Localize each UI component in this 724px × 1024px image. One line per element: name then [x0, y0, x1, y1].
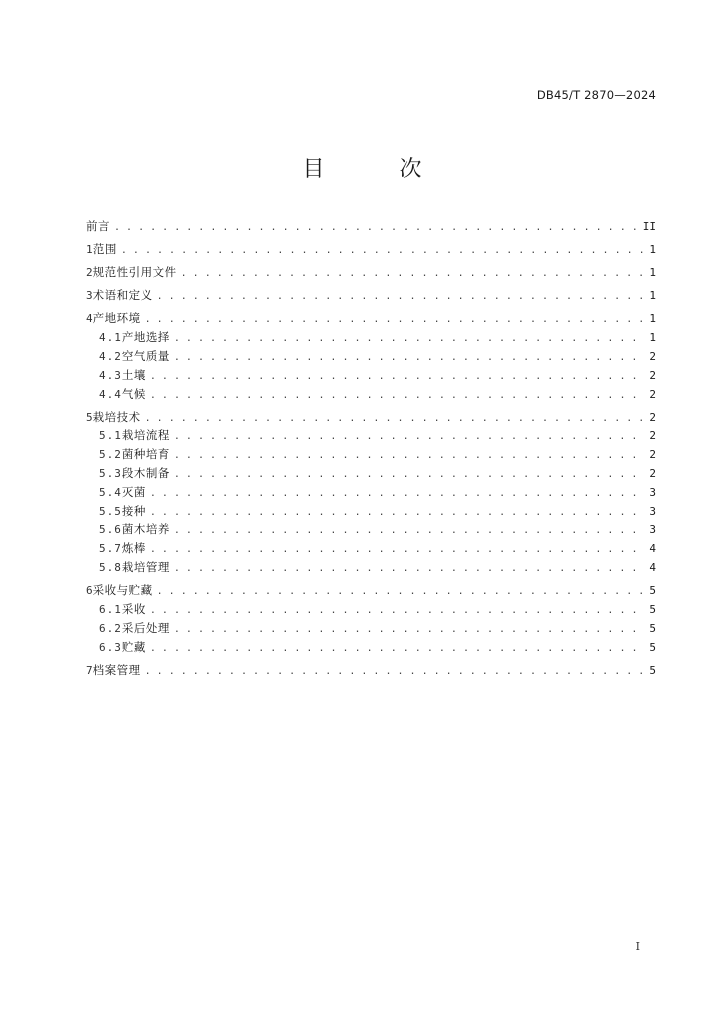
- toc-entry-number: 4.3: [99, 368, 122, 382]
- toc-chapter-entry[interactable]: [86, 240, 656, 259]
- toc-entry-page: 1: [649, 331, 656, 345]
- toc-section-entry[interactable]: [86, 520, 656, 539]
- toc-dot-leader: [150, 368, 643, 387]
- toc-entry-page: 2: [649, 429, 656, 443]
- toc-dot-leader: [174, 428, 643, 447]
- toc-section-entry[interactable]: [86, 328, 656, 347]
- toc-entry-page: 3: [649, 485, 656, 499]
- toc-entry-number: 4.2: [99, 349, 122, 363]
- page-title: 目 次: [302, 157, 456, 182]
- toc-entry-page: 1: [649, 243, 656, 257]
- toc-section-entry[interactable]: [86, 445, 656, 464]
- toc-entry-page: 5: [649, 621, 656, 635]
- toc-dot-leader: [174, 522, 643, 541]
- toc-entry-number: 1: [86, 243, 93, 257]
- toc-entry-page: II: [642, 220, 656, 233]
- toc-chapter-entry[interactable]: [86, 286, 656, 305]
- toc-entry-title: 前言: [86, 219, 110, 233]
- toc-chapter-entry[interactable]: [86, 309, 656, 328]
- toc-dot-leader: [114, 219, 640, 238]
- toc-entry-title: 贮藏: [121, 639, 146, 654]
- toc-entry-number: 5.4: [99, 485, 122, 499]
- toc-dot-leader: [174, 349, 643, 368]
- toc-dot-leader: [174, 621, 643, 640]
- toc-dot-leader: [150, 485, 643, 504]
- toc-entry-number: 2: [86, 266, 93, 280]
- toc-section-entry[interactable]: [86, 558, 656, 577]
- toc-entry-page: 1: [649, 312, 656, 326]
- toc-dot-leader: [150, 504, 643, 523]
- toc-entry-page: 4: [649, 561, 656, 575]
- toc-entry-title: 炼棒: [121, 541, 146, 556]
- toc-entry-number: 6.3: [99, 640, 122, 654]
- toc-entry-page: 1: [649, 266, 656, 280]
- toc-entry-title: 气候: [121, 386, 146, 401]
- toc-dot-leader: [181, 265, 643, 284]
- toc-entry-number: 4.1: [99, 331, 122, 345]
- toc-entry-title: 灭菌: [121, 484, 146, 499]
- toc-chapter-entry[interactable]: [86, 217, 656, 236]
- toc-chapter-entry[interactable]: [86, 581, 656, 600]
- toc-entry-number: 6.1: [99, 602, 122, 616]
- toc-entry-title: 采后处理: [121, 620, 170, 635]
- toc-dot-leader: [157, 288, 643, 307]
- toc-entry-title: 产地环境: [92, 311, 141, 326]
- toc-entry-number: 5.8: [99, 561, 122, 575]
- toc-section-entry[interactable]: [86, 426, 656, 445]
- toc-entry-number: 3: [86, 289, 93, 303]
- toc-entry-title: 菌木培养: [121, 522, 170, 537]
- toc-entry-title: 栽培技术: [92, 409, 141, 424]
- toc-entry-page: 5: [649, 640, 656, 654]
- toc-section-entry[interactable]: [86, 366, 656, 385]
- toc-entry-title: 范围: [92, 242, 117, 257]
- toc-dot-leader: [150, 387, 643, 406]
- toc-entry-page: 1: [649, 289, 656, 303]
- toc-chapter-entry[interactable]: [86, 661, 656, 680]
- toc-entry-number: 4: [86, 312, 93, 326]
- toc-section-entry[interactable]: [86, 600, 656, 619]
- toc-section-entry[interactable]: [86, 502, 656, 521]
- toc-entry-title: 档案管理: [92, 662, 141, 677]
- toc-chapter-entry[interactable]: [86, 408, 656, 427]
- toc-dot-leader: [145, 663, 643, 682]
- toc-entry-page: 3: [649, 523, 656, 537]
- toc-section-entry[interactable]: [86, 464, 656, 483]
- toc-dot-leader: [174, 560, 643, 579]
- toc-entry-page: 4: [649, 542, 656, 556]
- toc-section-entry[interactable]: [86, 347, 656, 366]
- toc-dot-leader: [145, 410, 643, 429]
- toc-entry-title: 栽培管理: [121, 560, 170, 575]
- toc-entry-title: 空气质量: [121, 348, 170, 363]
- toc-dot-leader: [157, 583, 643, 602]
- toc-dot-leader: [121, 242, 643, 261]
- toc-entry-number: 4.4: [99, 387, 122, 401]
- toc-entry-number: 6: [86, 584, 93, 598]
- toc-dot-leader: [174, 447, 643, 466]
- toc-entry-title: 采收: [121, 601, 146, 616]
- toc-entry-number: 6.2: [99, 621, 122, 635]
- toc-section-entry[interactable]: [86, 539, 656, 558]
- toc-entry-page: 5: [649, 602, 656, 616]
- toc-entry-number: 5.2: [99, 448, 122, 462]
- toc-entry-number: 5.6: [99, 523, 122, 537]
- standard-code: DB45/T 2870—2024: [536, 88, 656, 102]
- toc-entry-title: 段木制备: [121, 466, 170, 481]
- toc-entry-number: 5.7: [99, 542, 122, 556]
- toc-entry-number: 5: [86, 410, 93, 424]
- toc-entry-title: 接种: [121, 503, 146, 518]
- toc-chapter-entry[interactable]: [86, 263, 656, 282]
- toc-entry-number: 7: [86, 663, 93, 677]
- toc-dot-leader: [145, 311, 643, 330]
- toc-section-entry[interactable]: [86, 638, 656, 657]
- toc-dot-leader: [150, 640, 643, 659]
- toc-dot-leader: [174, 330, 643, 349]
- toc-entry-number: 5.1: [99, 429, 122, 443]
- toc-section-entry[interactable]: [86, 385, 656, 404]
- toc-entry-page: 2: [649, 387, 656, 401]
- toc-entry-number: 5.3: [99, 467, 122, 481]
- toc-entry-page: 5: [649, 584, 656, 598]
- toc-entry-title: 栽培流程: [121, 428, 170, 443]
- toc-entry-page: 2: [649, 448, 656, 462]
- toc-entry-title: 菌种培育: [121, 447, 170, 462]
- toc-entry-page: 2: [649, 368, 656, 382]
- toc-section-entry[interactable]: [86, 619, 656, 638]
- toc-entry-page: 2: [649, 467, 656, 481]
- toc-entry-page: 3: [649, 504, 656, 518]
- toc-entry-title: 土壤: [121, 367, 146, 382]
- toc-entry-page: 2: [649, 349, 656, 363]
- toc-entry-number: 5.5: [99, 504, 122, 518]
- toc-entry-title: 产地选择: [121, 330, 170, 345]
- toc-dot-leader: [150, 541, 643, 560]
- toc-dot-leader: [150, 602, 643, 621]
- table-of-contents: [86, 217, 656, 679]
- toc-entry-title: 采收与贮藏: [92, 583, 153, 598]
- toc-section-entry[interactable]: [86, 483, 656, 502]
- page-number: I: [635, 940, 640, 953]
- toc-entry-title: 术语和定义: [92, 288, 153, 303]
- toc-entry-page: 5: [649, 663, 656, 677]
- toc-dot-leader: [174, 466, 643, 485]
- toc-entry-title: 规范性引用文件: [92, 265, 177, 280]
- toc-entry-page: 2: [649, 410, 656, 424]
